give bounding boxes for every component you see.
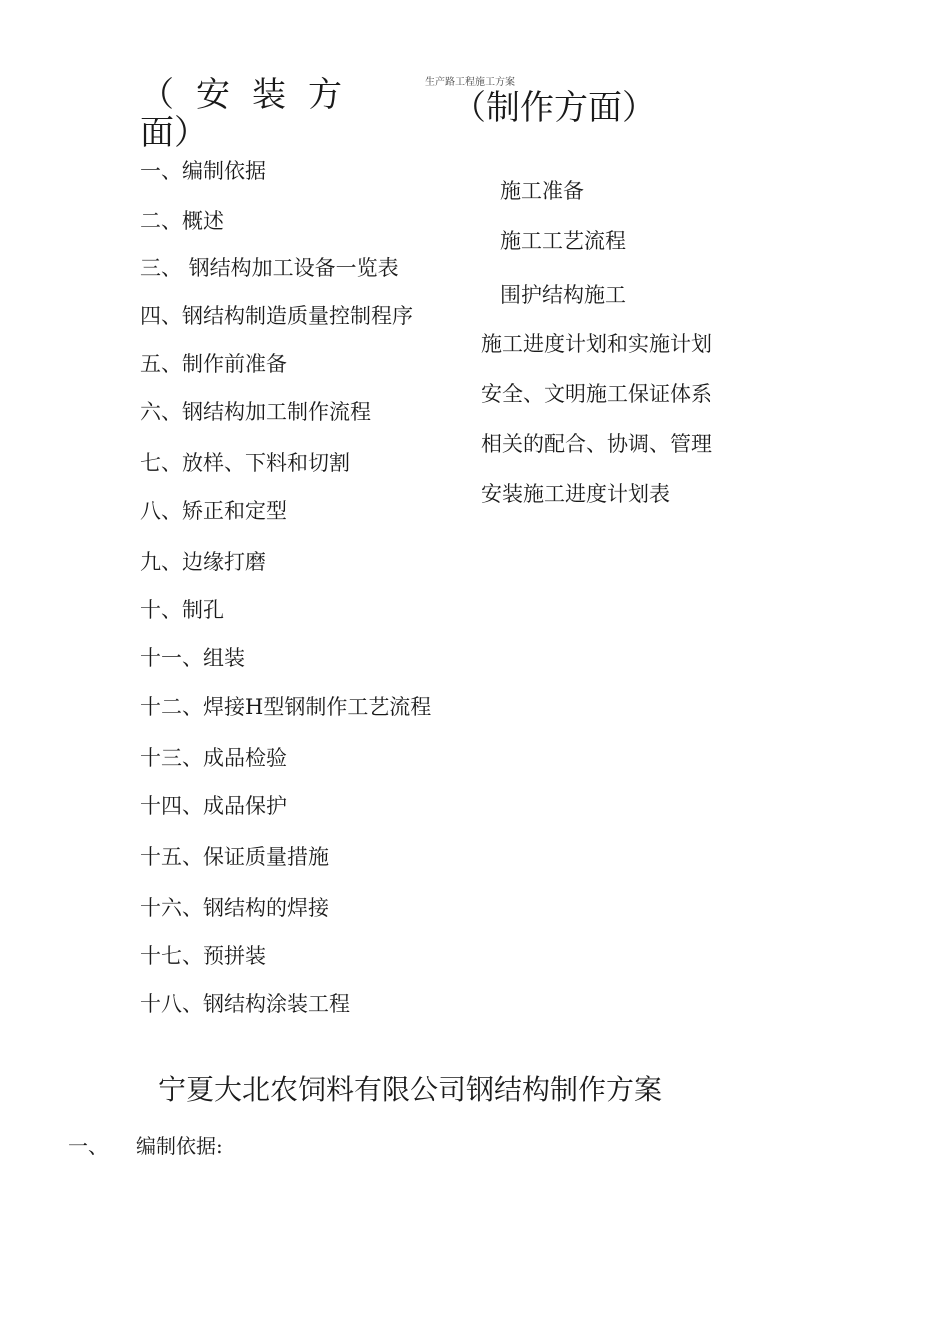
left-toc-item: 三、 钢结构加工设备一览表	[140, 256, 399, 280]
right-toc-item: 安全、文明施工保证体系	[481, 382, 712, 406]
right-toc-item: 施工进度计划和实施计划	[481, 332, 712, 356]
make-heading: （制作方面）	[452, 88, 656, 128]
section-number: 一、	[68, 1134, 108, 1158]
left-toc-item: 八、矫正和定型	[140, 499, 287, 523]
left-toc-item: 十五、保证质量措施	[140, 845, 329, 869]
left-toc-item: 二、概述	[140, 209, 224, 233]
left-toc-item: 十八、钢结构涂装工程	[140, 992, 350, 1016]
left-toc-item: 十二、焊接H型钢制作工艺流程	[140, 695, 432, 719]
left-toc-item: 四、钢结构制造质量控制程序	[140, 304, 413, 328]
install-heading-line2: 面）	[140, 113, 208, 153]
left-toc-item: 五、制作前准备	[140, 352, 287, 376]
right-toc-item: 施工准备	[500, 179, 584, 203]
right-toc-item: 安装施工进度计划表	[481, 482, 670, 506]
left-toc-item: 九、边缘打磨	[140, 550, 266, 574]
document-title: 宁夏大北农饲料有限公司钢结构制作方案	[158, 1073, 663, 1106]
left-toc-item: 十六、钢结构的焊接	[140, 896, 329, 920]
section-heading: 编制依据:	[136, 1134, 223, 1158]
install-heading	[140, 76, 370, 152]
left-toc-item: 七、放样、下料和切割	[140, 451, 350, 475]
left-toc-item: 十四、成品保护	[140, 794, 287, 818]
right-toc-item: 施工工艺流程	[500, 229, 626, 253]
left-toc-item: 十、制孔	[140, 598, 224, 622]
left-toc-item: 十七、预拼装	[140, 944, 266, 968]
running-header: 生产路工程施工方案	[425, 77, 515, 88]
right-toc-item: 相关的配合、协调、管理	[481, 432, 712, 456]
left-toc-item: 十三、成品检验	[140, 746, 287, 770]
right-toc-item: 围护结构施工	[500, 283, 626, 307]
left-toc-item: 六、钢结构加工制作流程	[140, 400, 371, 424]
left-toc-item: 一、编制依据	[140, 159, 266, 183]
install-heading-line1: （安装方	[140, 75, 364, 115]
left-toc-item: 十一、组装	[140, 646, 245, 670]
